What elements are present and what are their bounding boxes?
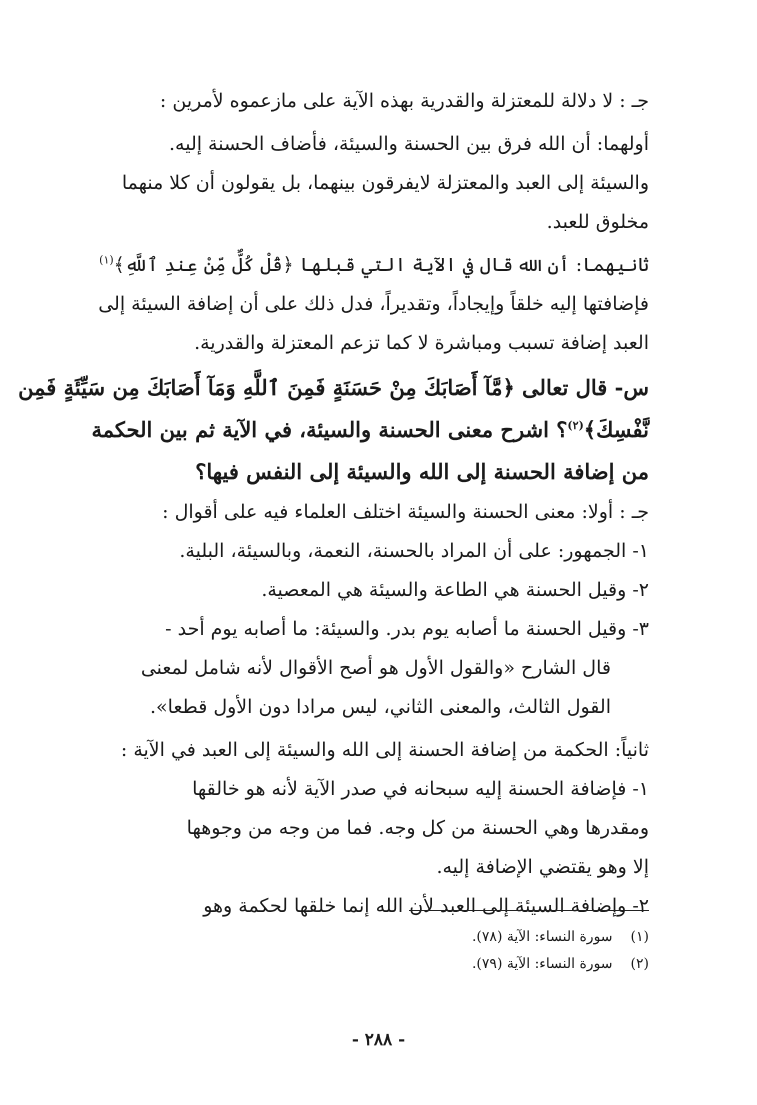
footnote-number: (١) bbox=[630, 929, 649, 945]
paragraph-line: فإضافتها إليه خلقاً وإيجاداً، وتقديراً، فدل ذلك على أن إضافة السيئة إلى bbox=[98, 293, 649, 315]
answer-first-heading: جـ : أولا: معنى الحسنة والسيئة اختلف العلماء فيه على أقوال : bbox=[162, 501, 649, 523]
footnote-text: سورة النساء: الآية (٧٨). bbox=[471, 929, 613, 945]
paragraph-line: والسيئة إلى العبد والمعتزلة لايفرقون بينهما، بل يقولون أن كلا منهما bbox=[121, 172, 649, 194]
list-item-continuation: قال الشارح «والقول الأول هو أصح الأقوال لأنه شامل لمعنى bbox=[140, 657, 611, 679]
answer-intro-line: جـ : لا دلالة للمعتزلة والقدرية بهذه الآية على مازعموه لأمرين : bbox=[159, 90, 649, 112]
verse-end: نَّفْسِكَ﴾ bbox=[583, 417, 649, 442]
footnote-number: (٢) bbox=[630, 956, 649, 972]
footnote-divider bbox=[409, 910, 649, 911]
list-item: ١- فإضافة الحسنة إليه سبحانه في صدر الآية لأنه هو خالقها bbox=[192, 778, 649, 800]
second-reason-text: ثانيهما: أن الله قال في الآية التي قبلها ﴿قُلْ كُلٌّ مِّنْ عِندِ ٱللَّهِ﴾ bbox=[113, 254, 649, 276]
list-item-continuation: القول الثالث، والمعنى الثاني، ليس مرادا دون الأول قطعا». bbox=[150, 696, 611, 718]
second-heading-line: ثانياً: الحكمة من إضافة الحسنة إلى الله والسيئة إلى العبد في الآية : bbox=[120, 739, 649, 761]
footnote-2 bbox=[249, 951, 649, 978]
paragraph-line: مخلوق للعبد. bbox=[546, 211, 649, 233]
list-item: ٢- وإضافة السيئة إلى العبد لأن الله إنما خلقها لحكمة وهو bbox=[203, 895, 649, 917]
list-item-continuation: إلا وهو يقتضي الإضافة إليه. bbox=[436, 856, 649, 878]
footnote-1 bbox=[249, 924, 649, 951]
question-text: ؟ اشرح معنى الحسنة والسيئة، في الآية ثم بين الحكمة bbox=[91, 417, 568, 442]
body-text bbox=[18, 82, 649, 926]
footnote-mark-1: (١) bbox=[99, 253, 114, 267]
second-reason-line bbox=[99, 246, 649, 285]
question-line: س- قال تعالى ﴿مَّآ أَصَابَكَ مِنْ حَسَنَةٍ فَمِنَ ٱللَّهِ وَمَآ أَصَابَكَ مِن سَيِّئَةٍ فَمِن bbox=[18, 375, 649, 400]
question-line: من إضافة الحسنة إلى الله والسيئة إلى النفس فيها؟ bbox=[195, 459, 649, 484]
footnotes bbox=[249, 924, 649, 978]
footnote-mark-2: (٢) bbox=[567, 419, 584, 432]
list-item: ١- الجمهور: على أن المراد بالحسنة، النعمة، وبالسيئة، البلية. bbox=[179, 540, 649, 562]
list-item: ٢- وقيل الحسنة هي الطاعة والسيئة هي المعصية. bbox=[261, 579, 649, 601]
question-line bbox=[91, 409, 649, 451]
list-item: ٣- وقيل الحسنة ما أصابه يوم بدر. والسيئة: ما أصابه يوم أحد - bbox=[165, 618, 649, 640]
page-number: - ٢٨٨ - bbox=[351, 1030, 406, 1050]
footnote-text: سورة النساء: الآية (٧٩). bbox=[471, 956, 613, 972]
paragraph-line: العبد إضافة تسبب ومباشرة لا كما تزعم المعتزلة والقدرية. bbox=[194, 332, 649, 354]
first-reason-line: أولهما: أن الله فرق بين الحسنة والسيئة، فأضاف الحسنة إليه. bbox=[168, 133, 649, 155]
list-item-continuation: ومقدرها وهي الحسنة من كل وجه. فما من وجه من وجوهها bbox=[186, 817, 649, 839]
